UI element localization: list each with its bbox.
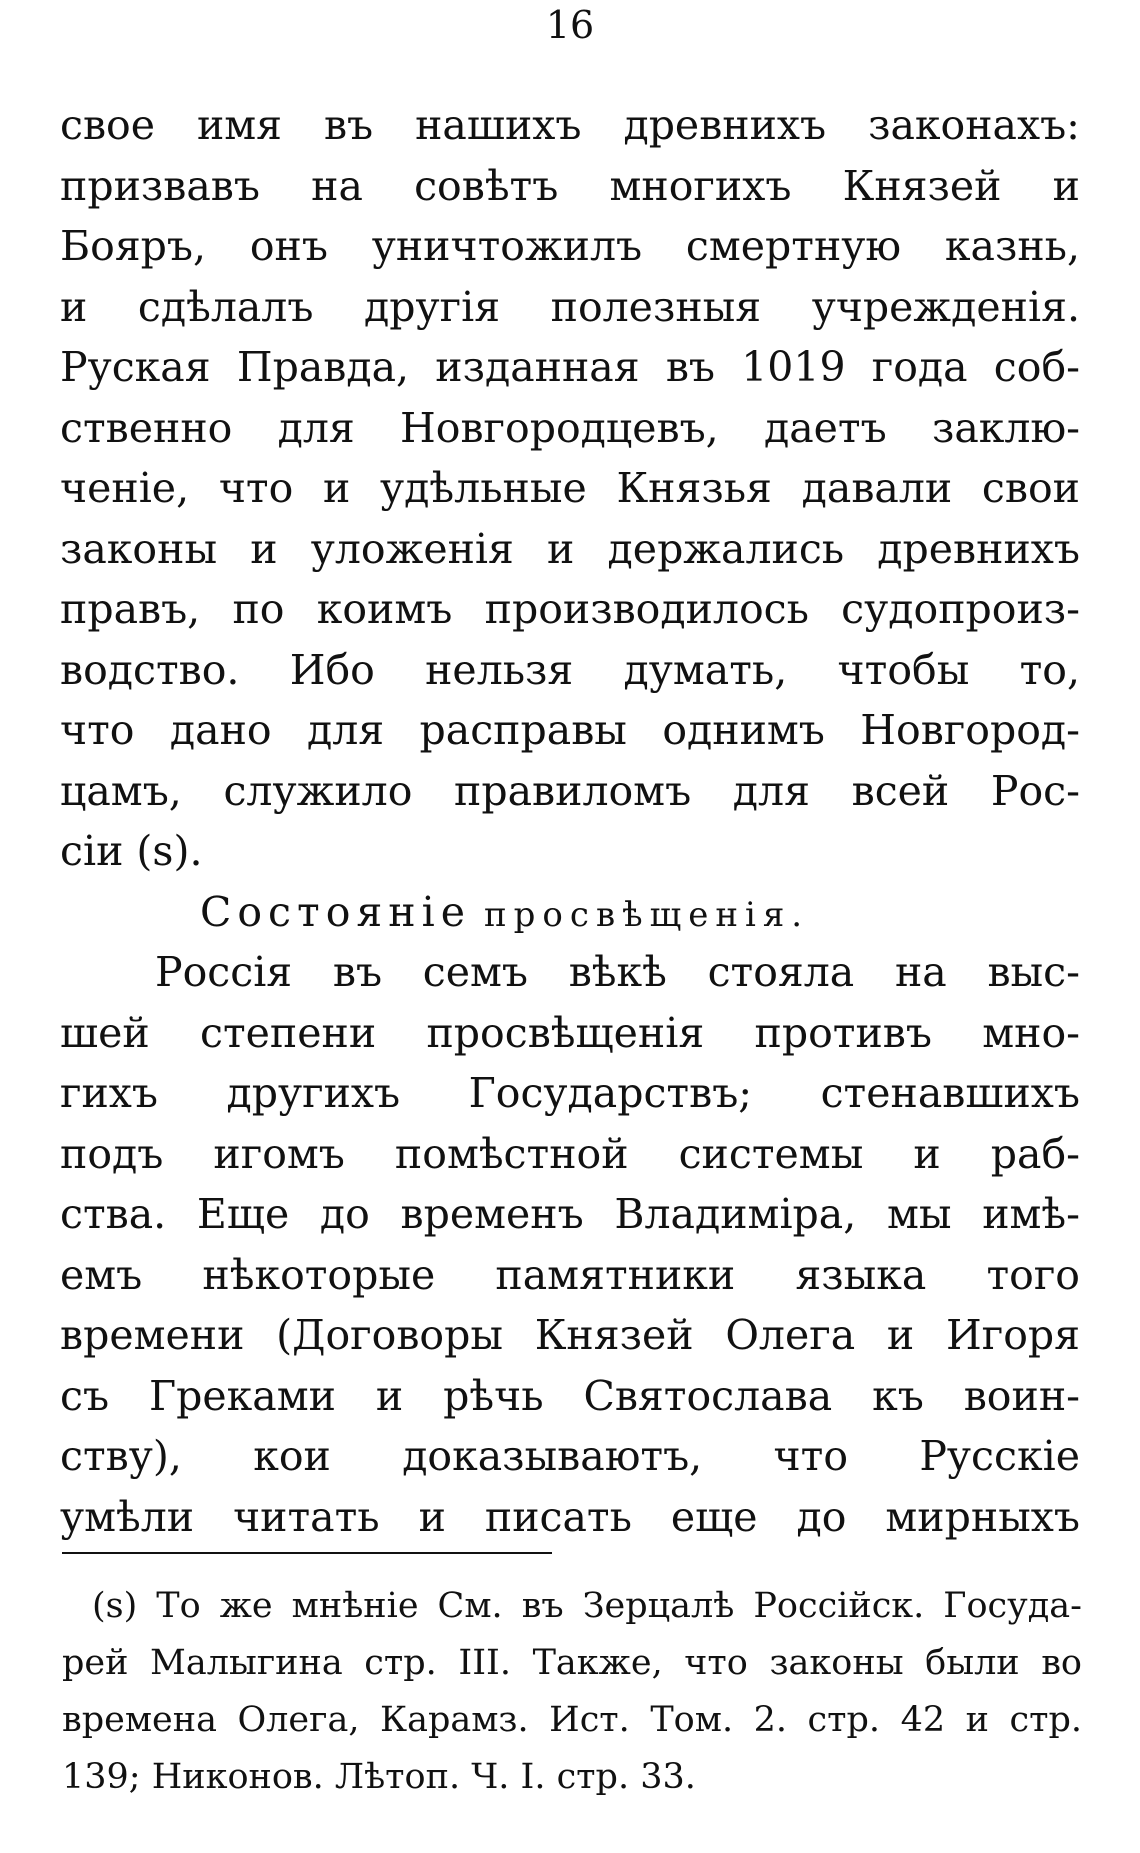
text-line: гихъ другихъ Государствъ; стенавшихъ: [60, 1069, 1080, 1117]
paragraph-enlightenment: [60, 942, 1080, 1547]
body-text: [60, 95, 1080, 1547]
text-line: Руская Правда, изданная въ 1019 года соб-: [60, 343, 1080, 391]
heading-word: просвѣщенія.: [484, 894, 810, 935]
text-line: и сдѣлалъ другія полезныя учрежденія.: [60, 282, 1080, 331]
footnote-divider: [62, 1552, 552, 1554]
text-line: ченіе, что и удѣльные Князья давали свои: [60, 464, 1080, 512]
footnote: [62, 1578, 1082, 1806]
heading-word: Состояніе: [200, 887, 471, 936]
text-line: Бояръ, онъ уничтожилъ смертную казнь,: [60, 222, 1080, 270]
text-line: свое имя въ нашихъ древнихъ законахъ:: [60, 101, 1080, 149]
footnote-line: времена Олега, Карамз. Ист. Том. 2. стр. 42 и стр.: [62, 1700, 1082, 1740]
footnote-line: рей Малыгина стр. III. Также, что законы были во: [62, 1643, 1082, 1683]
paragraph-law: [60, 95, 1080, 882]
footnote-line: (s) То же мнѣніе См. въ Зерцалѣ Россійск. Госуда-: [92, 1586, 1082, 1626]
text-line: ства. Еще до временъ Владиміра, мы имѣ-: [60, 1190, 1080, 1238]
section-heading: [60, 882, 1080, 943]
text-line: законы и уложенія и держались древнихъ: [60, 524, 1080, 573]
text-line: цамъ, служило правиломъ для всей Рос-: [60, 766, 1080, 815]
text-line: водство. Ибо нельзя думать, чтобы то,: [60, 645, 1080, 694]
text-line: что дано для расправы однимъ Новгород-: [60, 706, 1080, 754]
text-line: ству), кои доказываютъ, что Русскіе: [60, 1432, 1080, 1480]
text-line: емъ нѣкоторые памятники языка того: [60, 1250, 1080, 1299]
text-line: сіи (s).: [60, 827, 203, 875]
text-line: времени (Договоры Князей Олега и Игоря: [60, 1311, 1080, 1359]
text-line: съ Греками и рѣчь Святослава къ воин-: [60, 1371, 1080, 1420]
footnote-line: 139; Никонов. Лѣтоп. Ч. I. стр. 33.: [62, 1757, 696, 1797]
text-line: умѣли читать и писать еще до мирныхъ: [60, 1492, 1080, 1541]
text-line: Россія въ семъ вѣкѣ стояла на выс-: [155, 948, 1080, 996]
text-line: ственно для Новгородцевъ, даетъ заклю-: [60, 403, 1080, 452]
text-line: подъ игомъ помѣстной системы и раб-: [60, 1129, 1080, 1178]
text-line: шей степени просвѣщенія противъ мно-: [60, 1008, 1080, 1057]
text-line: призвавъ на совѣтъ многихъ Князей и: [60, 161, 1080, 210]
page-number: 16: [545, 3, 595, 47]
text-line: правъ, по коимъ производилось судопроиз-: [60, 585, 1080, 633]
